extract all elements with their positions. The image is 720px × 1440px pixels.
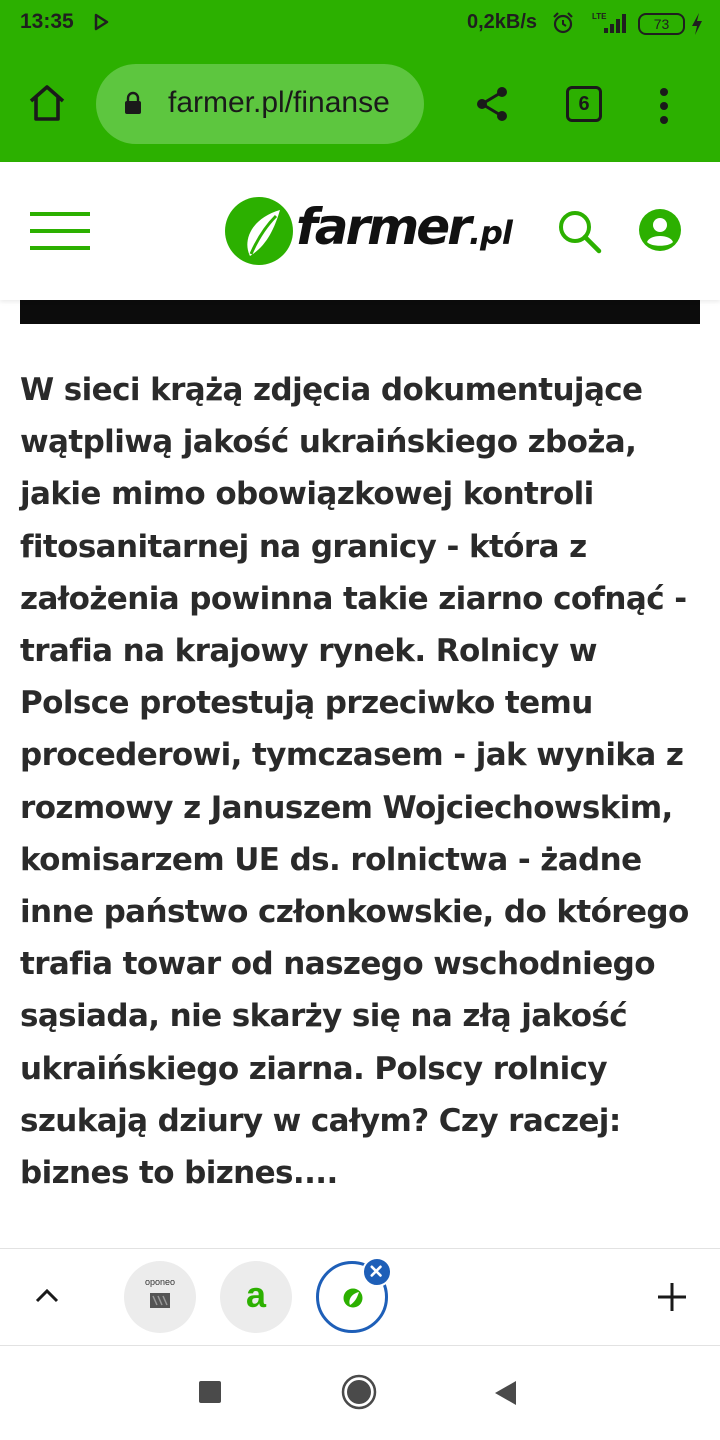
tab-oponeo[interactable] [124, 1261, 196, 1333]
tab-a[interactable] [220, 1261, 292, 1333]
system-nav-bar [0, 1346, 720, 1440]
url-text: farmer.pl/finanse [168, 86, 390, 119]
search-icon[interactable] [556, 208, 604, 256]
article-lead: W sieci krążą zdjęcia dokumentujące wątpliwą jakość ukraińskiego zboża, jakie mimo obowiązkowej kontroli fitosanitarnej na granicy - która z założenia powinna takie ziarno cofnąć - trafia na krajowy rynek. Rolnicy w Polsce protestują przeciwko temu procederowi, tymczasem - jak wynika z rozmowy z Januszem Wojciechowskim, komisarzem UE ds. rolnictwa - żadne inne państwo członkowskie, do którego trafia towar od naszego wschodniego sąsiada, nie skarży się na złą jakość ukraińskiego ziarna. Polscy rolnicy szukają dziury w całym? Czy raczej: biznes to biznes.... [20, 372, 689, 1192]
recent-apps-icon[interactable] [199, 1381, 221, 1403]
site-header [0, 162, 720, 300]
tire-icon [148, 1289, 172, 1311]
leaf-logo-icon[interactable] [224, 196, 294, 266]
play-icon [94, 12, 110, 32]
logo-text: farmer [296, 198, 469, 256]
site-logo[interactable] [296, 198, 512, 256]
lock-icon [124, 91, 142, 115]
article-image [20, 300, 700, 324]
home-icon[interactable] [24, 80, 70, 126]
browser-toolbar [0, 50, 720, 162]
battery-icon [638, 13, 685, 35]
charging-icon [690, 12, 704, 36]
account-icon[interactable] [638, 208, 682, 252]
home-circle-icon[interactable] [341, 1374, 377, 1410]
status-time: 13:35 [20, 10, 74, 33]
more-vert-icon[interactable] [650, 86, 678, 126]
tab-switcher-button[interactable] [566, 86, 602, 122]
address-bar[interactable] [96, 64, 424, 144]
alarm-icon [551, 11, 575, 35]
back-icon[interactable] [492, 1379, 518, 1407]
tab-strip [0, 1248, 720, 1346]
signal-icon [590, 11, 630, 35]
close-icon[interactable] [362, 1257, 392, 1287]
chevron-up-icon[interactable] [30, 1281, 64, 1311]
status-bar [0, 0, 720, 50]
tab-oponeo-label: oponeo [144, 1277, 176, 1287]
a-logo-icon: a [245, 1274, 267, 1315]
hamburger-icon[interactable] [30, 212, 90, 250]
network-speed: 0,2kB/s [467, 11, 538, 33]
farmer-leaf-icon [343, 1288, 363, 1308]
network-type-label: LTE [592, 12, 607, 21]
share-icon[interactable] [472, 84, 512, 124]
tab-count: 6 [578, 93, 590, 115]
plus-icon[interactable] [654, 1279, 690, 1315]
battery-level: 73 [653, 16, 670, 32]
logo-suffix: .pl [468, 214, 512, 252]
